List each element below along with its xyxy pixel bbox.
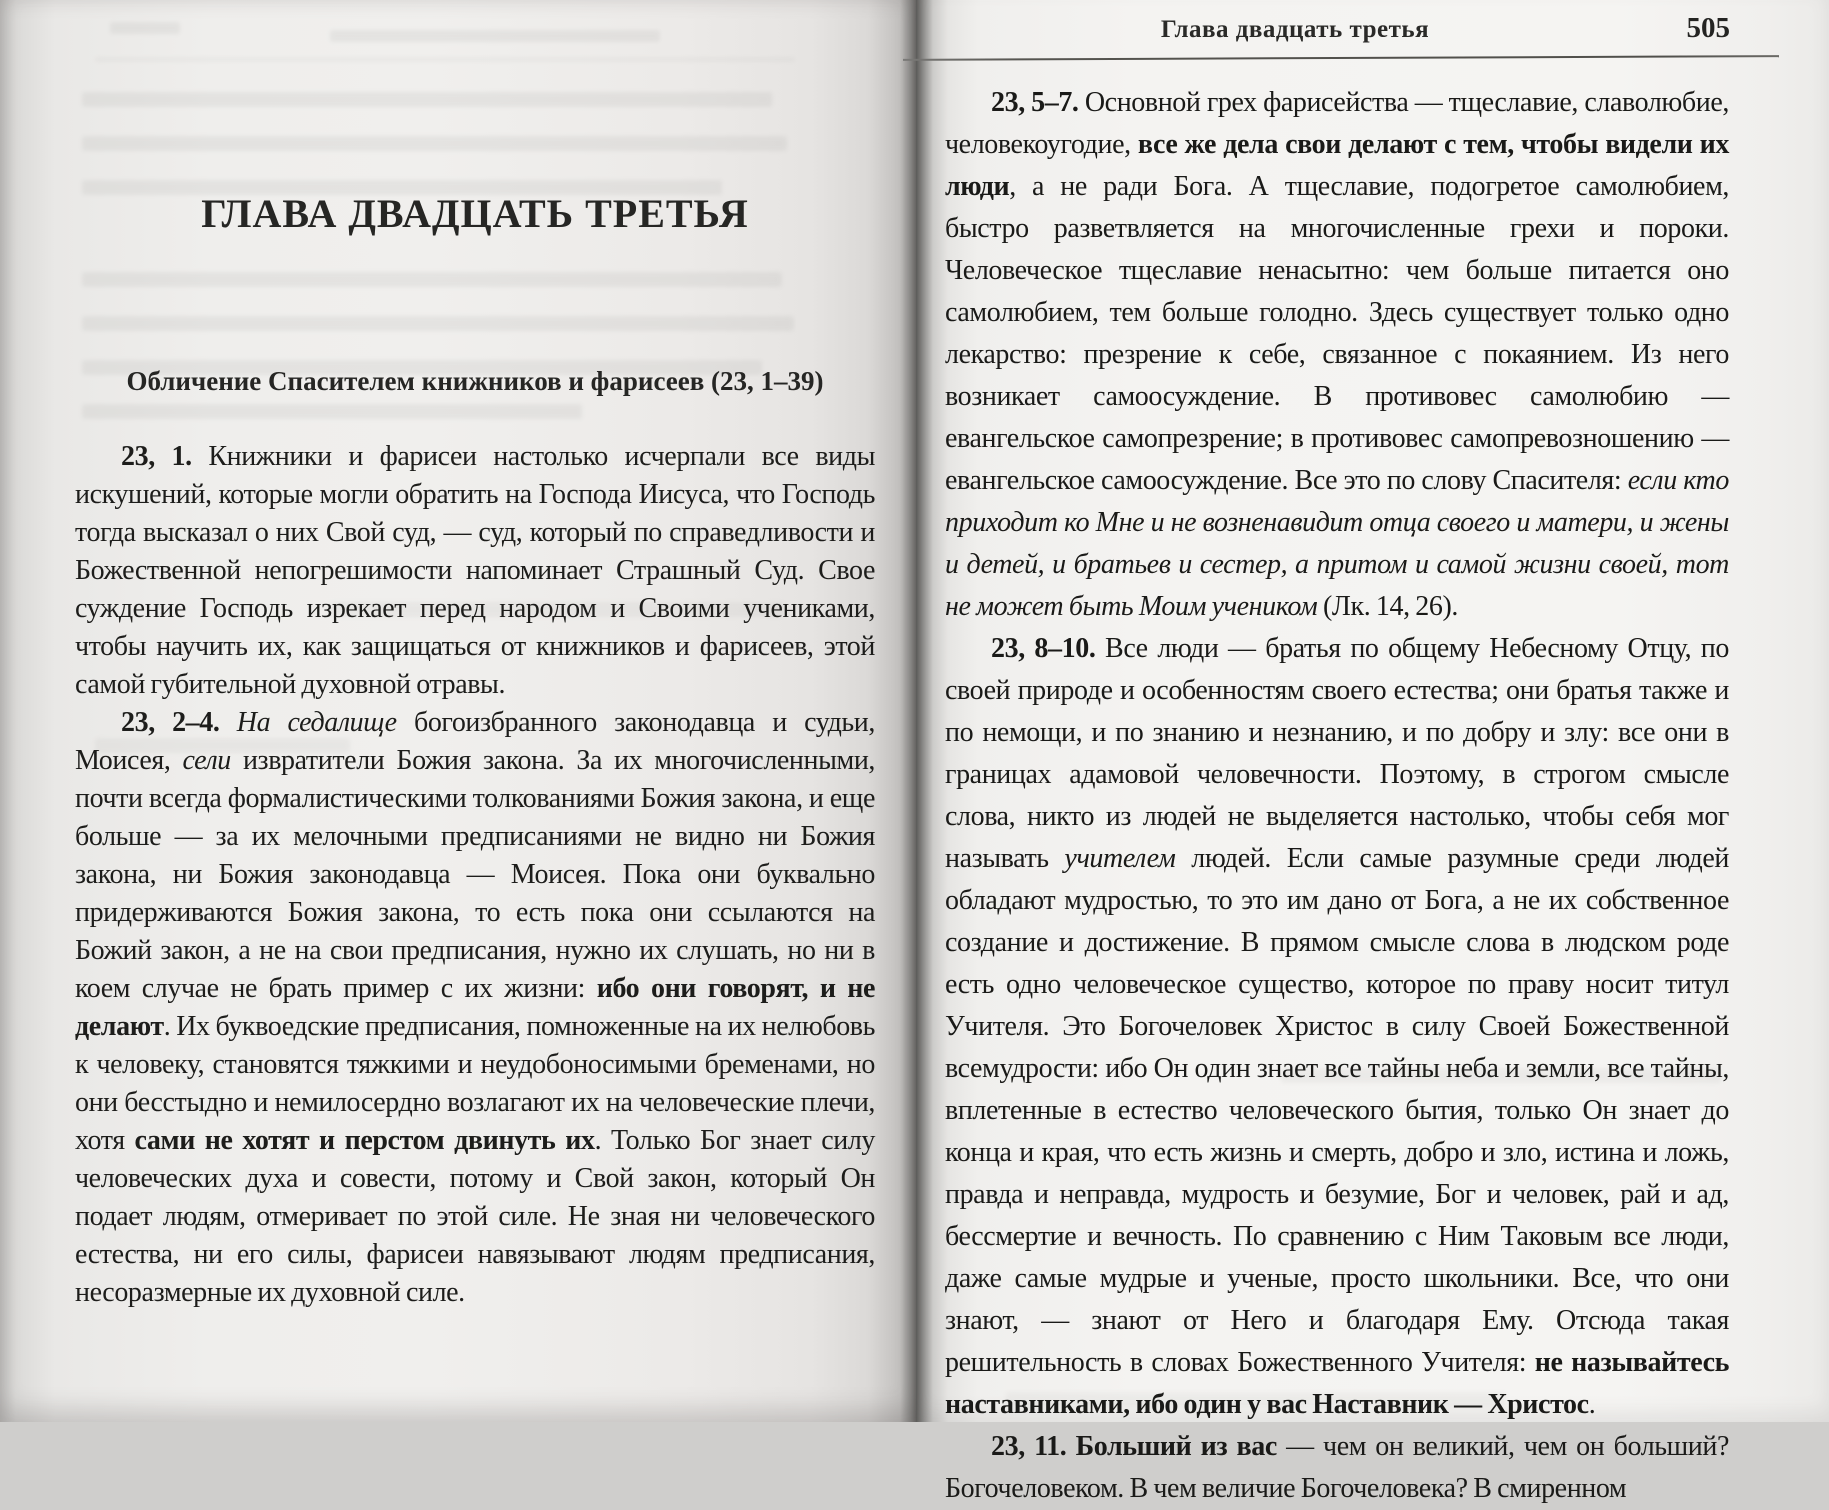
text-segment: . Их буквоедские предписания, помноженные на их нелюбовь к человеку, становятся тяжкими и неудобоносимыми бременами, но они бесстыдно и немилосердно возлагают их на человеческие плечи, хотя	[75, 1011, 875, 1156]
text-segment: Книжники и фарисеи настолько исчерпали все виды искушений, которые могли обратить на Господа Иисуса, что Господь тогда высказал о них Свой суд, — суд, который по справедливости и Божественной непогрешимости напоминает Страшный Суд. Свое суждение Господь изрекает перед народом и Своими учениками, чтобы научить их, как защищаться от книжников и фарисеев, этой самой губительной духовной отравы.	[75, 441, 875, 700]
text-segment: .	[1588, 1389, 1596, 1420]
text-segment: людей. Если самые разумные среди людей обладают мудростью, то это им дано от Бога, а не их собственное создание и достижение. В прямом смысле слова в людском роде есть одно человеческое существо, которое по праву носит титул Учителя. Это Богочеловек Христос в силу Своей Божественной всемудрости: ибо Он один знает все тайны неба и земли, все тайны, вплетенные в естество человеческого бытия, только Он знает до конца и края, что есть жизнь и смерть, добро и зло, истина и ложь, правда и неправда, мудрость и безумие, Бог и человек, рай и ад, бессмертие и вечность. По сравнению с Ним Таковым все люди, даже самые мудрые и ученые, просто школьники. Все, что они знают, — знают от Него и благодаря Ему. Отсюда такая решительность в словах Божественного Учителя:	[945, 843, 1729, 1378]
text-segment: учителем	[1064, 843, 1176, 874]
text-segment: 23, 2–4.	[121, 707, 220, 738]
paragraph	[945, 628, 1729, 1426]
text-segment: 23, 5–7.	[991, 87, 1079, 118]
text-segment: Основной грех фарисейства — тщеславие, славолюбие, человекоугодие,	[945, 87, 1729, 160]
paragraph	[75, 438, 875, 704]
bleed-through-line	[330, 30, 660, 42]
bleed-through-line	[82, 272, 782, 287]
bleed-through-line	[95, 58, 795, 61]
page-number: 505	[1686, 12, 1730, 44]
paragraph	[945, 82, 1729, 628]
text-segment: сели	[182, 745, 231, 776]
bleed-through-line	[82, 136, 787, 151]
text-segment: ибо они говорят, и не делают	[75, 973, 875, 1042]
text-segment: 23, 1.	[121, 441, 192, 472]
bleed-through-line	[82, 92, 772, 107]
text-segment: извратители Божия закона. За их многочисленными, почти всегда формалистическими толкованиями Божия закона, и еще больше — за их мелочными предписаниями не видно ни Божия закона, ни Божия законодавца — Моисея. Пока они буквально придерживаются Божия закона, то есть пока они ссылаются на Божий закон, а не на свои предписания, нужно их слушать, но ни в коем случае не брать пример с их жизни:	[75, 745, 875, 1004]
bleed-through-line	[82, 316, 794, 331]
text-segment: если кто приходит ко Мне и не возненавидит отца своего и матери, и жены и детей, и братьев и сестер, а притом и самой жизни своей, тот не может быть Моим учеником	[945, 465, 1729, 622]
running-head: Глава двадцать третья	[1160, 16, 1430, 43]
section-subtitle: Обличение Спасителем книжников и фарисеев (23, 1–39)	[126, 366, 824, 396]
paragraph	[75, 704, 875, 1312]
text-segment: — чем он великий, чем он больший? Богочеловеком. В чем величие Богочеловека? В смиренном	[945, 1431, 1729, 1504]
left-page-body	[75, 438, 875, 1312]
text-segment: На седалище	[219, 707, 397, 738]
paragraph	[945, 1426, 1729, 1510]
right-page-body	[945, 82, 1729, 1510]
text-segment: все же дела свои делают с тем, чтобы видели их люди	[945, 129, 1729, 202]
text-segment: Все люди — братья по общему Небесному Отцу, по своей природе и особенностям своего естества; они братья также и по немощи, и по знанию и незнанию, и по добру и злу: все они в границах адамовой человечности. Поэтому, в строгом смысле слова, никто из людей не выделяется настолько, чтобы себя мог называть	[945, 633, 1729, 874]
text-segment: богоизбранного законодавца и судьи, Моисея,	[75, 707, 875, 776]
text-segment: сами не хотят и перстом двинуть их	[134, 1125, 595, 1156]
chapter-title: ГЛАВА ДВАДЦАТЬ ТРЕТЬЯ	[201, 191, 749, 236]
text-segment: (Лк. 14, 26).	[1317, 591, 1459, 622]
text-segment: 23, 8–10.	[991, 633, 1096, 664]
text-segment: 23, 11. Больший из вас	[991, 1431, 1277, 1462]
bleed-through-line	[110, 22, 180, 34]
text-segment: . Только Бог знает силу человеческих духа и совести, потому и Свой закон, который Он подает людям, отмеривает по этой силе. Не зная ни человеческого естества, ни его силы, фарисеи навязывают людям предписания, несоразмерные их духовной силе.	[75, 1125, 876, 1308]
bleed-through-line	[82, 404, 582, 419]
text-segment: не называйтесь наставниками, ибо один у вас Наставник — Христос	[945, 1347, 1730, 1420]
text-segment: , а не ради Бога. А тщеславие, подогретое самолюбием, быстро разветвляется на многочисленные грехи и пороки. Человеческое тщеславие ненасытно: чем больше питается оно самолюбием, тем больше голодно. Здесь существует только одно лекарство: презрение к себе, связанное с покаянием. Из него возникает самоосуждение. В противовес самолюбию — евангельское самопрезрение; в противовес самопревозношению — евангельское самоосуждение. Все это по слову Спасителя:	[945, 171, 1729, 496]
